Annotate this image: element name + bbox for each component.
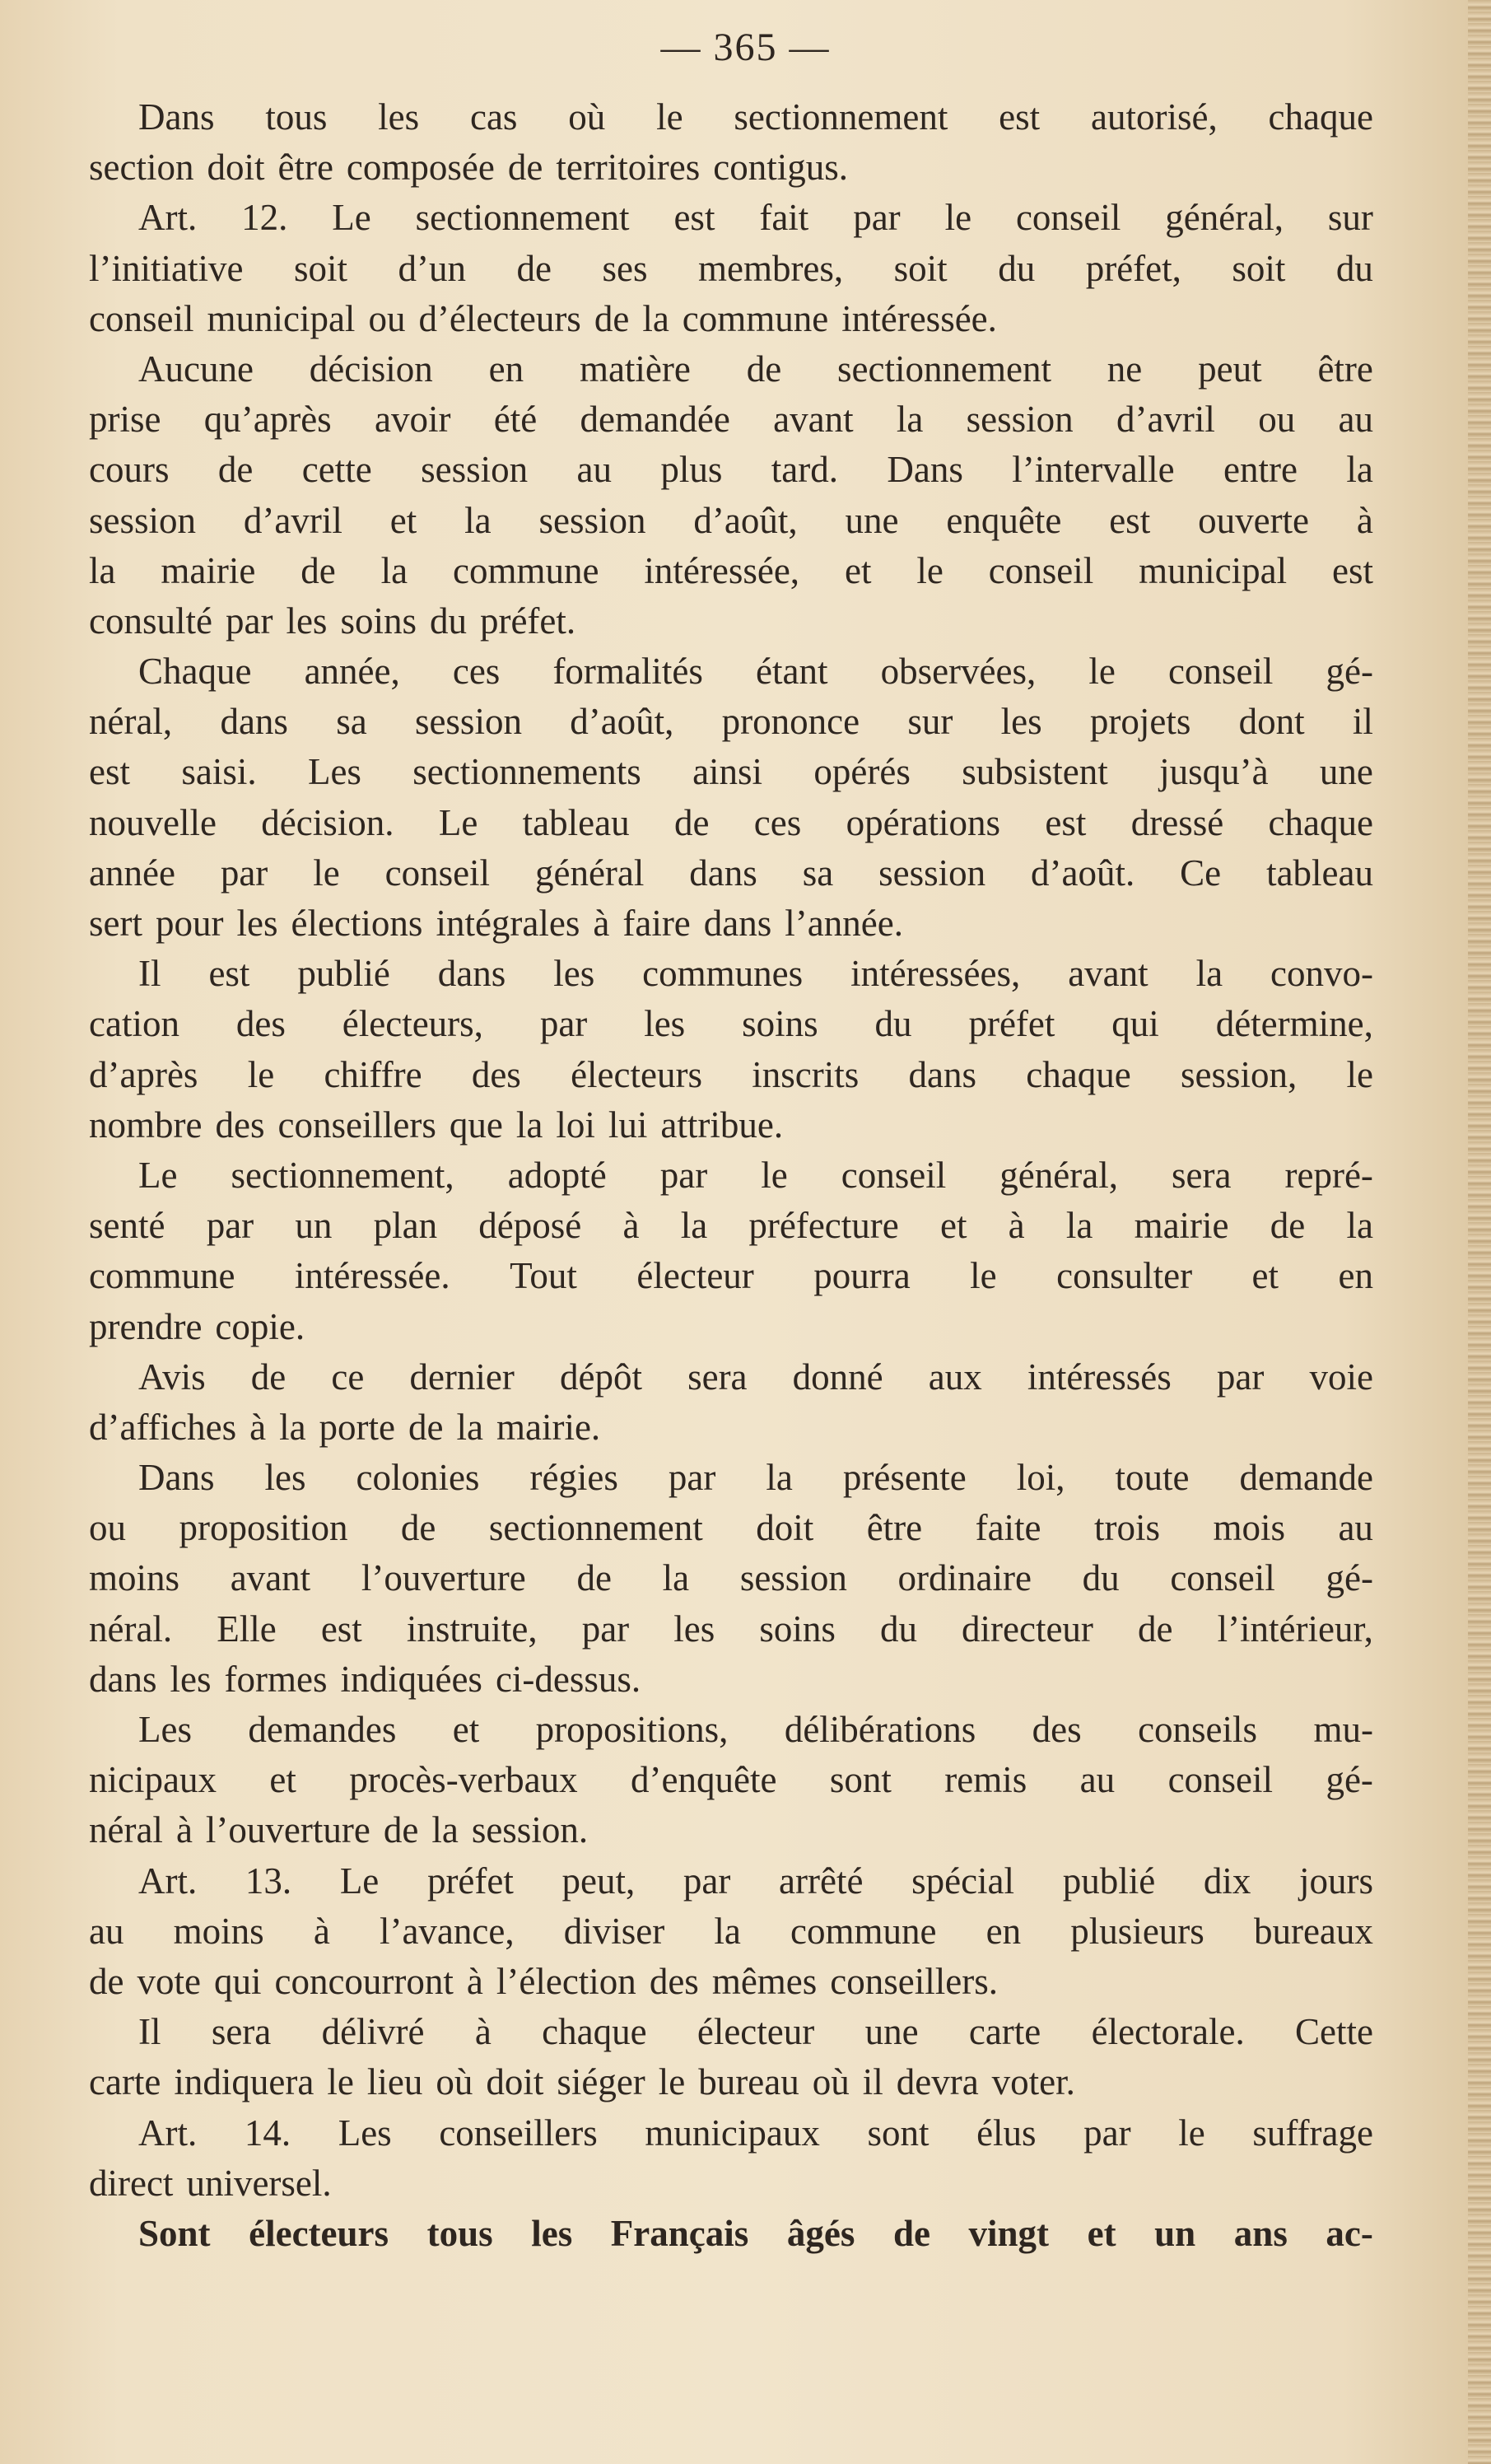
- text-line: consulté par les soins du préfet.: [89, 600, 576, 642]
- text-line: d’affiches à la porte de la mairie.: [89, 1406, 601, 1448]
- text-line: d’après le chiffre des électeurs inscrits dans chaque session, le: [89, 1053, 1373, 1095]
- text-line: nombre des conseillers que la loi lui attribue.: [89, 1104, 784, 1146]
- text-line: prendre copie.: [89, 1305, 305, 1347]
- text-line: Il est publié dans les communes intéressées, avant la convo-: [138, 953, 1373, 995]
- text-line: moins avant l’ouverture de la session ordinaire du conseil gé-: [89, 1557, 1373, 1599]
- text-line: commune intéressée. Tout électeur pourra le consulter et en: [89, 1255, 1373, 1297]
- text-line: cation des électeurs, par les soins du préfet qui détermine,: [89, 1003, 1373, 1045]
- text-line: Avis de ce dernier dépôt sera donné aux intéressés par voie: [138, 1356, 1373, 1398]
- text-line: dans les formes indiquées ci-dessus.: [89, 1658, 641, 1700]
- text-line: l’initiative soit d’un de ses membres, soit du préfet, soit du: [89, 247, 1373, 289]
- text-line: nouvelle décision. Le tableau de ces opérations est dressé chaque: [89, 801, 1373, 843]
- text-line: Art. 14. Les conseillers municipaux sont élus par le suffrage: [138, 2112, 1373, 2154]
- text-line: Les demandes et propositions, délibérations des conseils mu-: [138, 1709, 1373, 1750]
- text-line: Sont électeurs tous les Français âgés de vingt et un ans ac-: [138, 2212, 1373, 2254]
- page-number: — 365 —: [660, 26, 831, 69]
- text-line: la mairie de la commune intéressée, et le conseil municipal est: [89, 549, 1373, 591]
- text-line: Art. 12. Le sectionnement est fait par le conseil général, sur: [138, 197, 1373, 239]
- text-line: est saisi. Les sectionnements ainsi opérés subsistent jusqu’à une: [89, 751, 1373, 793]
- text-line: Art. 13. Le préfet peut, par arrêté spécial publié dix jours: [138, 1860, 1373, 1902]
- text-line: Dans les colonies régies par la présente loi, toute demande: [138, 1457, 1373, 1499]
- text-line: senté par un plan déposé à la préfecture et à la mairie de la: [89, 1205, 1373, 1247]
- text-line: Aucune décision en matière de sectionnement ne peut être: [138, 348, 1373, 390]
- text-line: Il sera délivré à chaque électeur une carte électorale. Cette: [138, 2011, 1373, 2053]
- text-line: ou proposition de sectionnement doit être faite trois mois au: [89, 1507, 1373, 1549]
- text-line: prise qu’après avoir été demandée avant la session d’avril ou au: [89, 399, 1373, 441]
- text-line: Chaque année, ces formalités étant observées, le conseil gé-: [138, 651, 1373, 693]
- text-line: session d’avril et la session d’août, une enquête est ouverte à: [89, 499, 1373, 541]
- text-line: cours de cette session au plus tard. Dans l’intervalle entre la: [89, 449, 1373, 491]
- page-edge: [1468, 0, 1491, 2464]
- text-line: direct universel.: [89, 2162, 332, 2204]
- text-line: carte indiquera le lieu où doit siéger le bureau où il devra voter.: [89, 2061, 1075, 2103]
- text-line: conseil municipal ou d’électeurs de la commune intéressée.: [89, 297, 997, 339]
- text-line: néral, dans sa session d’août, prononce sur les projets dont il: [89, 701, 1373, 743]
- text-line: au moins à l’avance, diviser la commune en plusieurs bureaux: [89, 1910, 1373, 1952]
- text-line: néral. Elle est instruite, par les soins du directeur de l’intérieur,: [89, 1608, 1373, 1650]
- text-line: sert pour les élections intégrales à faire dans l’année.: [89, 903, 903, 944]
- text-line: section doit être composée de territoires contigus.: [89, 147, 849, 189]
- text-line: néral à l’ouverture de la session.: [89, 1809, 589, 1851]
- text-line: Dans tous les cas où le sectionnement est autorisé, chaque: [138, 96, 1373, 138]
- body-text: [89, 92, 1373, 2259]
- text-line: nicipaux et procès-verbaux d’enquête sont remis au conseil gé-: [89, 1759, 1373, 1801]
- text-line: année par le conseil général dans sa session d’août. Ce tableau: [89, 852, 1373, 894]
- text-line: Le sectionnement, adopté par le conseil général, sera repré-: [138, 1154, 1373, 1196]
- text-line: de vote qui concourront à l’élection des mêmes conseillers.: [89, 1960, 998, 2002]
